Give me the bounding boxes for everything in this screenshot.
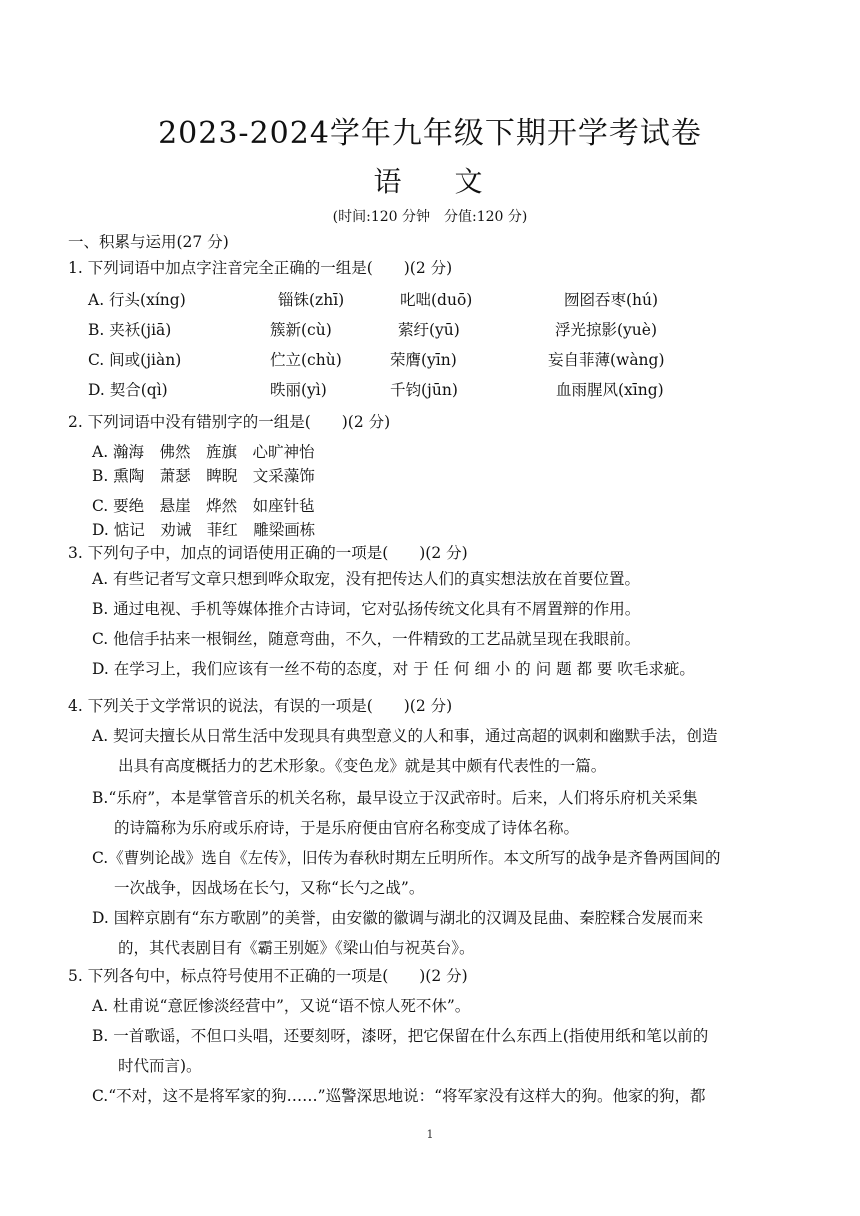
q1-option-c-word-4: 妄自菲薄(wàng) xyxy=(548,351,665,369)
q1-option-c-word-2: 伫立(chù) xyxy=(270,351,342,369)
q1-option-a-word-1: A. 行头(xíng) xyxy=(88,291,186,309)
q1-option-a-word-2: 锱铢(zhī) xyxy=(278,291,345,309)
page-number: 1 xyxy=(426,1128,434,1141)
q1-option-d-word-1: D. 契合(qì) xyxy=(88,381,168,399)
q5-option-a: A. 杜甫说“意匠惨淡经营中”，又说“语不惊人死不休”。 xyxy=(92,997,471,1015)
q2-option-d: D. 惦记 劝诫 菲红 雕梁画栋 xyxy=(92,521,316,539)
q5-option-b-line-2: 时代而言)。 xyxy=(118,1057,202,1075)
q5-option-c-line-1: C.“不对，这不是将军家的狗……”巡警深思地说：“将军家没有这样大的狗。他家的狗，都 xyxy=(92,1087,706,1105)
q5-option-b-line-1: B. 一首歌谣，不但口头唱，还要刻呀，漆呀，把它保留在什么东西上(指使用纸和笔以前的 xyxy=(92,1027,709,1045)
q4-option-c-line-2: 一次战争，因战场在长勺，又称“长勺之战”。 xyxy=(114,879,425,897)
question-3-stem: 3. 下列句子中，加点的词语使用正确的一项是( )(2 分) xyxy=(68,544,468,562)
q1-option-d-word-4: 血雨腥风(xīng) xyxy=(556,381,664,399)
subject-heading: 语 文 xyxy=(373,165,505,198)
q1-option-d-word-2: 昳丽(yì) xyxy=(270,381,327,399)
q1-option-b-word-2: 簇新(cù) xyxy=(270,321,332,339)
question-4-stem: 4. 下列关于文学常识的说法，有误的一项是( )(2 分) xyxy=(68,697,453,715)
q3-option-a: A. 有些记者写文章只想到哗众取宠，没有把传达人们的真实想法放在首要位置。 xyxy=(92,570,641,588)
exam-meta: (时间:120 分钟 分值:120 分) xyxy=(332,209,528,225)
q4-option-c-line-1: C.《曹刿论战》选自《左传》，旧传为春秋时期左丘明所作。本文所写的战争是齐鲁两国间的 xyxy=(92,849,721,867)
q2-option-c: C. 要绝 悬崖 烨然 如座针毡 xyxy=(92,497,315,515)
q1-option-a-word-3: 叱咄(duō) xyxy=(400,291,473,309)
q1-option-a-word-4: 囫囵吞枣(hú) xyxy=(564,291,659,309)
q1-option-c-word-1: C. 间或(jiàn) xyxy=(88,351,182,369)
q2-option-b: B. 熏陶 萧瑟 睥睨 文采藻饰 xyxy=(92,467,315,485)
section-heading: 一、积累与运用(27 分) xyxy=(68,233,229,251)
q1-option-b-word-4: 浮光掠影(yuè) xyxy=(555,321,658,339)
q4-option-b-line-2: 的诗篇称为乐府或乐府诗，于是乐府便由官府名称变成了诗体名称。 xyxy=(114,819,580,837)
question-2-stem: 2. 下列词语中没有错别字的一组是( )(2 分) xyxy=(68,413,391,431)
exam-title: 2023-2024学年九年级下期开学考试卷 xyxy=(158,116,702,151)
q1-option-b-word-3: 萦纡(yū) xyxy=(398,321,460,339)
q3-option-d: D. 在学习上，我们应该有一丝不苟的态度，对 于 任 何 细 小 的 问 题 都 要 吹毛求疵。 xyxy=(92,660,695,678)
q3-option-c: C. 他信手拈来一根铜丝，随意弯曲，不久，一件精致的工艺品就呈现在我眼前。 xyxy=(92,630,641,648)
q3-option-b: B. 通过电视、手机等媒体推介古诗词，它对弘扬传统文化具有不屑置辩的作用。 xyxy=(92,600,641,618)
q4-option-a-line-2: 出具有高度概括力的艺术形象。《变色龙》就是其中颇有代表性的一篇。 xyxy=(118,757,607,775)
q4-option-b-line-1: B.“乐府”，本是掌管音乐的机关名称，最早设立于汉武帝时。后来，人们将乐府机关采集 xyxy=(92,789,698,807)
q4-option-d-line-1: D. 国粹京剧有“东方歌剧”的美誉，由安徽的徽调与湖北的汉调及昆曲、秦腔糅合发展而来 xyxy=(92,909,704,927)
q2-option-a: A. 瀚海 佛然 旌旗 心旷神怡 xyxy=(92,443,315,461)
question-5-stem: 5. 下列各句中，标点符号使用不正确的一项是( )(2 分) xyxy=(68,967,468,985)
q1-option-c-word-3: 荣膺(yīn) xyxy=(390,351,457,369)
q1-option-d-word-3: 千钧(jūn) xyxy=(390,381,458,399)
q4-option-d-line-2: 的，其代表剧目有《霸王别姬》《梁山伯与祝英台》。 xyxy=(118,939,475,957)
q1-option-b-word-1: B. 夹袄(jiā) xyxy=(88,321,172,339)
q4-option-a-line-1: A. 契诃夫擅长从日常生活中发现具有典型意义的人和事，通过高超的讽刺和幽默手法，创造 xyxy=(92,727,718,745)
question-1-stem: 1. 下列词语中加点字注音完全正确的一组是( )(2 分) xyxy=(68,259,453,277)
